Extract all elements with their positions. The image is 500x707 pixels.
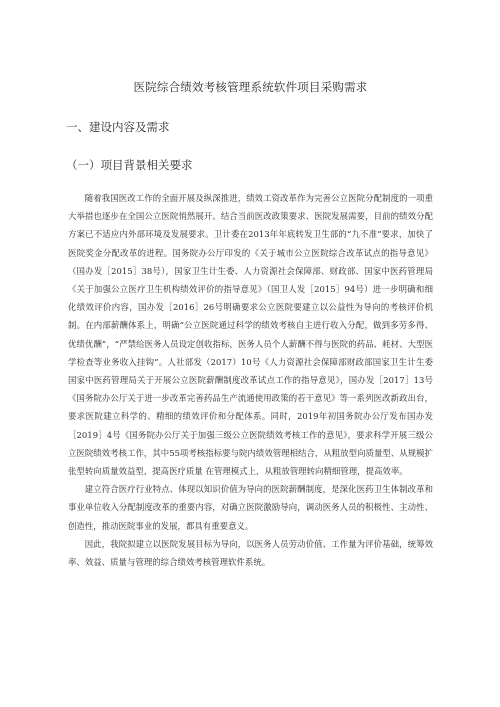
section-heading: 一、建设内容及需求	[66, 120, 170, 134]
subsection-heading: （一）项目背景相关要求	[66, 158, 193, 172]
paragraph: 因此，我院拟建立以医院发展目标为导向，以医务人员劳动价值、工作量为评价基础，统筹效率、效益、质量与管理的综合绩效考核管理软件系统。	[68, 538, 433, 568]
document-title: 医院综合绩效考核管理系统软件项目采购需求	[133, 80, 368, 94]
paragraph: 随着我国医改工作的全面开展及纵深推进，绩效工资改革作为完善公立医院分配制度的一项重大举措也逐步在全国公立医院悄然展开。结合当前医改政策要求、医院发展需要，目前的绩效分配方案已不适应内外部环境及发展要求。卫计委在2013年年底转发卫生部的“九不准”要求，加快了医院奖金分配改革的进程。国务院办公厅印发的《关于城市公立医院综合改革试点的指导意见》（国办发［2015］38号），国家卫生计生委、人力资源社会保障部、财政部、国家中医药管理局《关于加强公立医疗卫生机构绩效评价的指导意见》（国卫人发［2015］94号）进一步明确和细化绩效评价内容，国办发［2016］26号明确要求公立医院要建立以公益性为导向的考核评价机制。在内部薪酬体系上，明确“公立医院通过科学的绩效考核自主进行收入分配，做到多劳多得、优绩优酬”，“严禁给医务人员设定创收指标，医务人员个人薪酬不得与医院的药品、耗材、大型医学检查等业务收入挂钩”。人社部发（2017）10号《人力资源社会保障部财政部国家卫生计生委国家中医药管理局关于开展公立医院薪酬制度改革试点工作的指导意见》，国办发［2017］13号《国务院办公厅关于进一步改革完善药品生产流通使用政策的若干意见》等一系列医改新政出台，要求医院建立科学的、精细的绩效评价和分配体系。同时，2019年初国务院办公厅发布国办发［2019］4号《国务院办公厅关于加强三级公立医院绩效考核工作的意见》，要求科学开展三级公立医院绩效考核工作，其中55项考核指标要与院内绩效管理相结合，从粗放型向质量型、从规模扩张型转向质量效益型，提高医疗质量 在管理模式上，从粗放管理转向精细管理，提高效率。	[68, 193, 433, 477]
body-text	[68, 189, 433, 571]
paragraph: 建立符合医疗行业特点、体现以知识价值为导向的医院薪酬制度，是深化医药卫生体制改革和事业单位收入分配制度改革的重要内容，对确立医院激励导向，调动医务人员的积极性、主动性、创造性，推动医院事业的发展，都具有重要意义。	[68, 484, 433, 531]
